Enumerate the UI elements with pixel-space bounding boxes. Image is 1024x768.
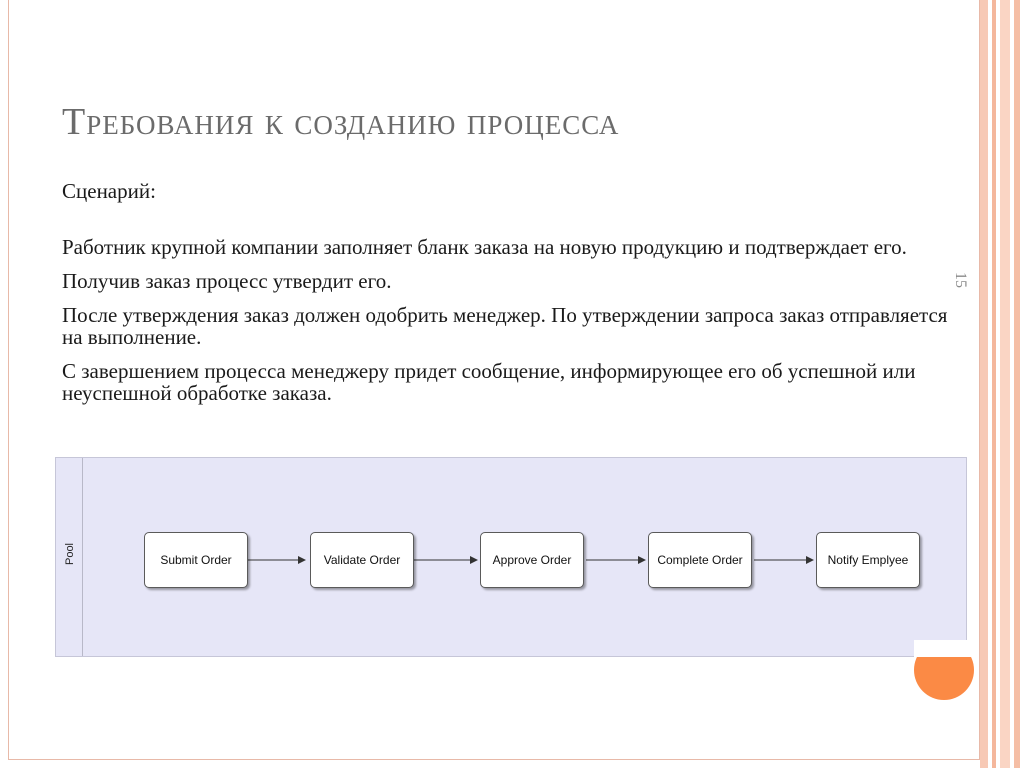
task-submit-order[interactable]: Submit Order (144, 532, 248, 588)
slide-number: 15 (952, 272, 969, 288)
paragraph: С завершением процесса менеджеру придет сообщение, информирующее его об успешной или неуспешной обработке заказа. (62, 359, 916, 405)
paragraph: Работник крупной компании заполняет бланк заказа на новую продукцию и подтверждает его. (62, 235, 907, 259)
paragraph: Получив заказ процесс утвердит его. (62, 269, 392, 293)
decorative-circle-mask (914, 640, 974, 657)
task-approve-order[interactable]: Approve Order (480, 532, 584, 588)
paragraph: После утверждения заказ должен одобрить менеджер. По утверждении запроса заказ отправляется на выполнение. (62, 303, 948, 349)
slide-title: Требования к созданию процесса (62, 101, 620, 143)
task-complete-order[interactable]: Complete Order (648, 532, 752, 588)
task-notify-employee[interactable]: Notify Emplyee (816, 532, 920, 588)
task-validate-order[interactable]: Validate Order (310, 532, 414, 588)
scenario-label: Сценарий: (62, 179, 156, 203)
pool-label: Pool (64, 542, 76, 566)
